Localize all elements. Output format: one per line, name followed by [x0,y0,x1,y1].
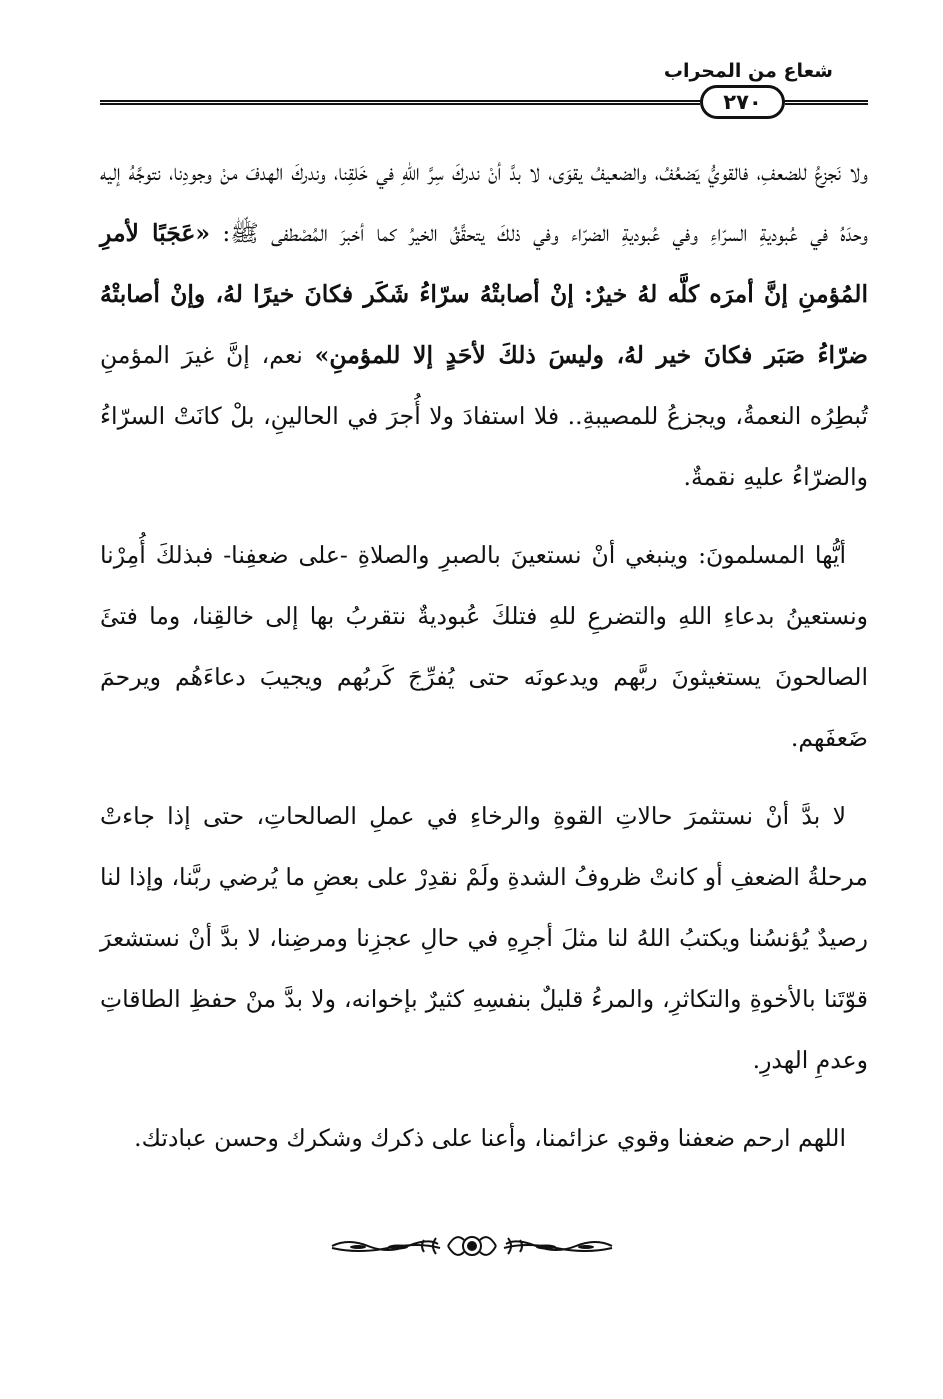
decorative-flourish-icon [328,1228,616,1264]
page-body [100,142,868,1186]
paragraph-1-text-b: نعم، إنَّ غيرَ المؤمنِ تُبطِرُه النعمةُ، ويجزعُ للمصيبةِ.. فلا استفادَ ولا أُجرَ في الحالينِ، بلْ كانَتْ السرّاءُ والضرّاءُ عليهِ نقمةٌ. [100,341,868,491]
closing-supplication: اللهم ارحم ضعفنا وقوي عزائمنا، وأعنا على ذكرك وشكرك وحسن عبادتك. [134,1124,846,1152]
paragraph-1 [100,142,868,508]
paragraph-3: لا بدَّ أنْ نستثمرَ حالاتِ القوةِ والرخاءِ في عملِ الصالحاتِ، حتى إذا جاءتْ مرحلةُ الضعفِ أو كانتْ ظروفُ الشدةِ ولَمْ نقدِرْ على بعضِ ما يُرضي ربَّنا، وإذا لنا رصيدٌ يُؤنسُنا ويكتبُ اللهُ لنا مثلَ أجرِهِ في حالِ عجزِنا ومرضِنا، لا بدَّ أنْ نستشعرَ قوّتَنا بالأخوةِ والتكاثرِ، والمرءُ قليلٌ بنفسِهِ كثيرٌ بإخوانه، ولا بدَّ منْ حفظِ الطاقاتِ وعدمِ الهدرِ. [100,802,868,1074]
header-rule-left [100,103,700,105]
paragraph-1-text-a: ولا نَجزعُ للضعفِ، فالقويُّ يَضعُفُ، والضعيفُ يقوَى، لا بدَّ أنْ ندركَ سِرَّ اللهِ في خَلقِنا، وندركَ الهدفَ منْ وجودِنا، نتوجَّهُ إليه وحدَهُ في عُبوديةِ السرّاءِ وفي عُبوديةِ الضرّاء وفي ذلكَ يتحقَّقُ الخيرُ كما أخبرَ المُصْطفى ﷺ: [100,158,868,247]
header-rule-right [785,103,868,105]
page-number-badge: ٢٧٠ [700,85,785,119]
running-header-title: شعاع من المحراب [663,60,833,82]
paragraph-2: أيُّها المسلمونَ: وينبغي أنْ نستعينَ بالصبرِ والصلاةِ -على ضعفِنا- فبذلكَ أُمِرْنا ونستعينُ بدعاءِ اللهِ والتضرعِ للهِ فتلكَ عُبوديةٌ نتقربُ بها إلى خالقِنا، وما فتئَ الصالحونَ يستغيثونَ ربَّهم ويدعونَه حتى يُفرِّجَ كَربُهم ويجيبَ دعاءَهُم ويرحمَ ضَعفَهم. [100,541,868,752]
hadith-quote: «عَجَبًا لأمرِ المُؤمنِ إنَّ أمرَه كلَّه لهُ خيرٌ: إنْ أصابتْهُ سرّاءُ شَكَر فكانَ خيرًا لهُ، وإنْ أصابتْهُ ضرّاءُ صَبَر فكانَ خير لهُ، وليسَ ذلكَ لأحَدٍ إلا للمؤمنِ» [100,219,869,369]
